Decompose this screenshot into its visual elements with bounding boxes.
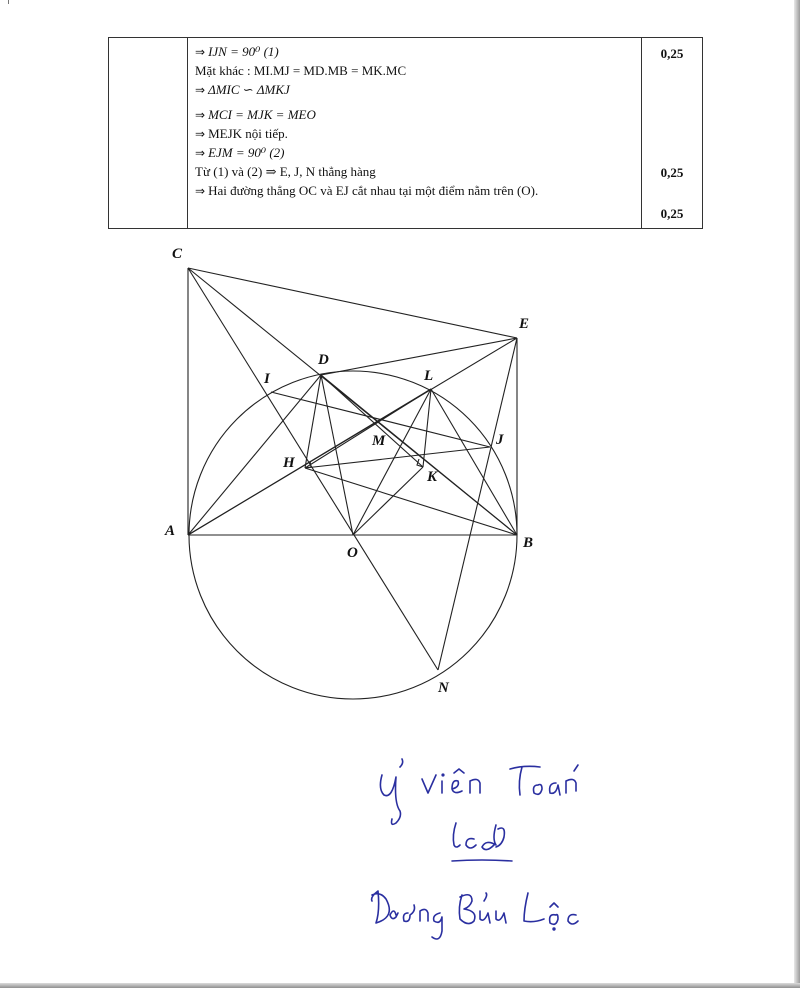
label-k: K xyxy=(427,469,438,485)
segment-dh xyxy=(305,375,321,468)
step-text: ΔMIC ∽ ΔMKJ xyxy=(208,82,290,97)
label-l: L xyxy=(424,368,434,384)
label-n: N xyxy=(438,680,449,696)
segment-lb xyxy=(431,389,517,535)
label-i: I xyxy=(264,371,270,387)
label-m: M xyxy=(372,433,386,449)
segment-ae xyxy=(188,338,517,535)
label-c: C xyxy=(172,246,183,262)
implies-symbol: ⇒ xyxy=(195,127,206,141)
segment-de xyxy=(321,338,517,375)
score-value: 0,25 xyxy=(660,46,684,61)
label-e: E xyxy=(519,316,530,332)
implies-symbol: ⇒ xyxy=(195,108,206,122)
step-text: MCI = MJK = MEO xyxy=(208,107,316,122)
step-text: IJN = 90⁰ (1) xyxy=(208,44,279,59)
score-value: 0,25 xyxy=(660,165,684,180)
segment-ko xyxy=(353,467,423,535)
implies-symbol: ⇒ xyxy=(195,184,206,198)
label-b: B xyxy=(523,535,534,551)
label-a: A xyxy=(165,523,176,539)
segment-cn xyxy=(188,268,438,670)
segment-ce xyxy=(188,268,517,338)
label-d: D xyxy=(318,352,329,368)
step-text: Mặt khác : MI.MJ = MD.MB = MK.MC xyxy=(195,63,407,78)
step-text: EJM = 90⁰ (2) xyxy=(208,145,285,160)
label-o: O xyxy=(347,545,358,561)
step-text: Hai đường thẳng OC và EJ cắt nhau tại một điểm nằm trên (O). xyxy=(208,183,539,198)
step-text: MEJK nội tiếp. xyxy=(208,126,288,141)
implies-symbol: ⇒ xyxy=(195,45,206,59)
label-j: J xyxy=(496,432,504,448)
implies-symbol: ⇒ xyxy=(195,83,206,97)
step-text: Từ (1) và (2) ⇒ E, J, N thẳng hàng xyxy=(195,164,376,179)
segment-en xyxy=(438,338,517,670)
handwritten-signature xyxy=(360,745,620,955)
implies-symbol: ⇒ xyxy=(195,146,206,160)
score-value: 0,25 xyxy=(660,206,684,221)
label-h: H xyxy=(283,455,295,471)
